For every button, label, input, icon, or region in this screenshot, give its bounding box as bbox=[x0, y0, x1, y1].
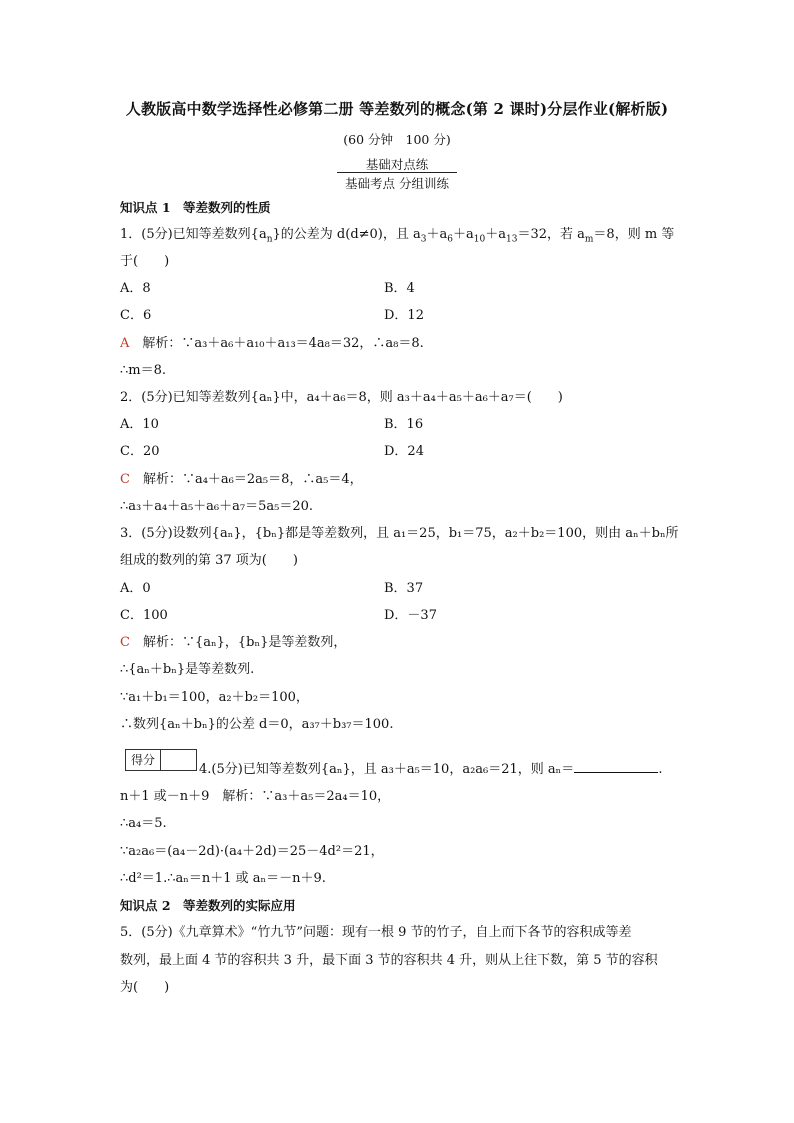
q3-solution-line1: C 解析：∵{aₙ}，{bₙ}是等差数列， bbox=[120, 635, 347, 650]
q3-solution-line4: ∴数列{aₙ＋bₙ}的公差 d＝0，a₃₇＋b₃₇＝100. bbox=[120, 717, 394, 732]
q2-answer: C bbox=[120, 472, 130, 487]
q3-option-a: A．0 bbox=[120, 581, 151, 596]
knowledge-point-2: 知识点 2 等差数列的实际应用 bbox=[120, 898, 296, 913]
q5-stem-line2: 数列，最上面 4 节的容积共 3 升，最下面 3 节的容积共 4 升，则从上往下数，第 5 节的容积 bbox=[120, 953, 658, 968]
q3-answer: C bbox=[120, 635, 130, 650]
q1-solution-line2: ∴m＝8. bbox=[120, 363, 167, 378]
q4-solution-line4: ∴d²＝1.∴aₙ＝n＋1 或 aₙ＝－n＋9. bbox=[120, 871, 326, 886]
knowledge-point-1: 知识点 1 等差数列的性质 bbox=[120, 200, 271, 215]
q4-solution-line3: ∵a₂a₆＝(a₄－2d)·(a₄＋2d)＝25－4d²＝21， bbox=[120, 844, 384, 859]
q1-option-d: D．12 bbox=[384, 308, 424, 323]
q3-option-c: C．100 bbox=[120, 608, 168, 623]
q4-solution-line1: n＋1 或－n＋9 解析：∵a₃＋a₅＝2a₄＝10， bbox=[120, 789, 391, 804]
q4-answer-blank[interactable] bbox=[574, 771, 658, 773]
q2-solution-line1: C 解析：∵a₄＋a₆＝2a₅＝8，∴a₅＝4， bbox=[120, 472, 363, 487]
q1-solution-line1: A 解析：∵a₃＋a₆＋a₁₀＋a₁₃＝4a₈＝32，∴a₈＝8. bbox=[120, 336, 424, 351]
q1-stem-line2: 于( ) bbox=[120, 254, 170, 269]
q1-option-c: C．6 bbox=[120, 308, 152, 323]
q3-stem-line1: 3．(5分)设数列{aₙ}，{bₙ}都是等差数列，且 a₁＝25，b₁＝75，a₂＋b₂＝100，则由 aₙ＋bₙ所 bbox=[120, 526, 679, 541]
q1-option-a: A．8 bbox=[120, 281, 151, 296]
q5-stem-line3: 为( ) bbox=[120, 980, 170, 995]
q3-solution-line3: ∵a₁＋b₁＝100，a₂＋b₂＝100， bbox=[120, 690, 309, 705]
section-heading: 基础对点练 bbox=[365, 157, 429, 172]
q2-option-c: C．20 bbox=[120, 444, 160, 459]
q4-solution-line2: ∴a₄＝5. bbox=[120, 816, 167, 831]
q2-option-b: B．16 bbox=[384, 417, 424, 432]
q1-option-b: B．4 bbox=[384, 281, 415, 296]
section-subheading: 基础考点 分组训练 bbox=[345, 176, 449, 191]
q1-answer: A bbox=[120, 336, 130, 351]
q3-stem-line2: 组成的数列的第 37 项为( ) bbox=[120, 553, 298, 568]
q1-stem-line1: 1．(5分)已知等差数列$\{a_n\}$的公差为 d(d≠0)，且 $a_3+a_6+a_{10}+a_{13}=32$，若 $a_m=8$，则 m 等 bbox=[120, 227, 675, 245]
q3-option-b: B．37 bbox=[384, 581, 424, 596]
q2-stem: 2．(5分)已知等差数列{aₙ}中，a₄＋a₆＝8，则 a₃＋a₄＋a₅＋a₆＋a₇＝( ) bbox=[120, 390, 563, 405]
score-label: 得分 bbox=[126, 750, 161, 770]
time-score: (60 分钟 100 分) bbox=[343, 132, 451, 147]
q2-option-d: D．24 bbox=[384, 444, 424, 459]
q5-stem-line1: 5．(5分)《九章算术》“竹九节”问题：现有一根 9 节的竹子，自上而下各节的容积成等差 bbox=[120, 925, 632, 940]
section-divider bbox=[337, 172, 457, 173]
q3-solution-line2: ∴{aₙ＋bₙ}是等差数列. bbox=[120, 662, 255, 677]
page-title: 人教版高中数学选择性必修第二册 等差数列的概念(第 2 课时)分层作业(解析版) bbox=[125, 100, 669, 118]
q2-option-a: A．10 bbox=[120, 417, 159, 432]
q3-option-d: D．－37 bbox=[384, 608, 437, 623]
score-input-cell[interactable] bbox=[161, 750, 196, 770]
q4-stem: 4.(5分)已知等差数列{aₙ}，且 a₃＋a₅＝10，a₂a₆＝21，则 aₙ＝ . bbox=[199, 762, 663, 777]
q2-solution-line2: ∴a₃＋a₄＋a₅＋a₆＋a₇＝5a₅＝20. bbox=[120, 499, 313, 514]
score-box[interactable] bbox=[125, 749, 197, 771]
